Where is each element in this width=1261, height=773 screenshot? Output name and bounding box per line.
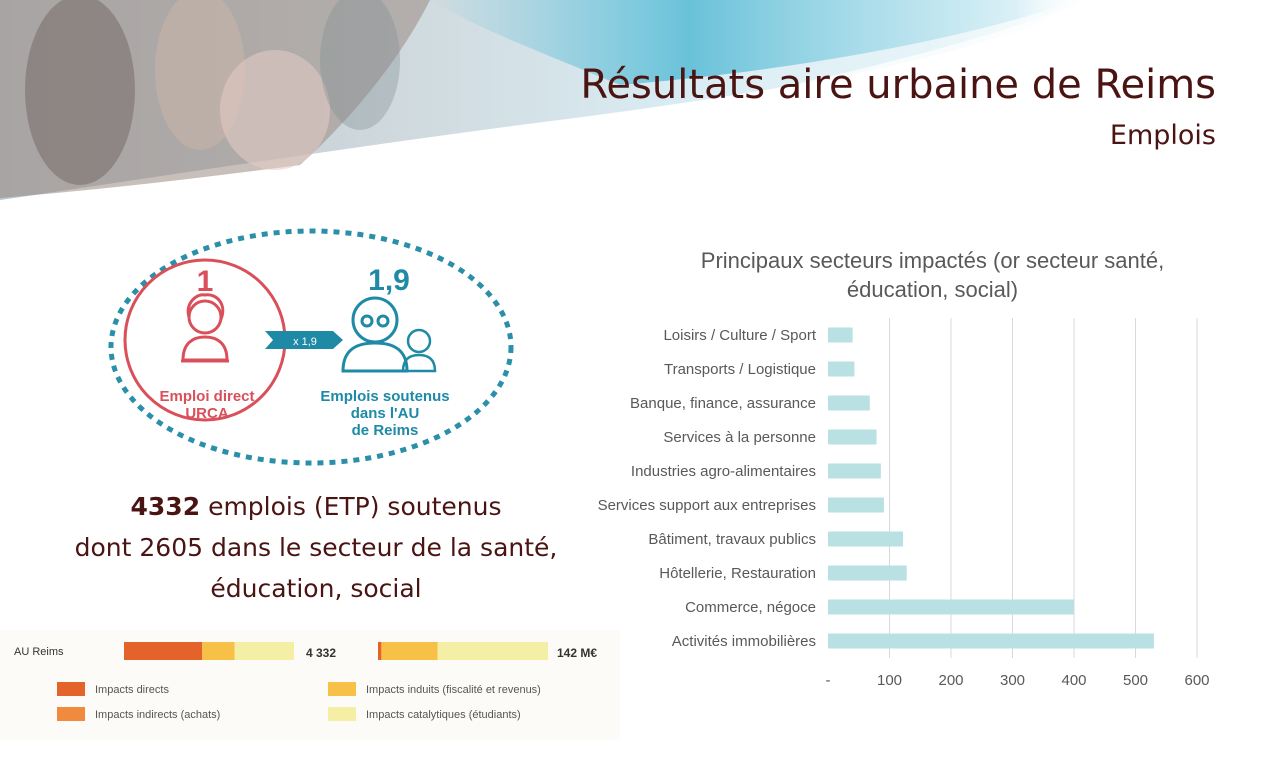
category-label: Activités immobilières — [671, 633, 816, 650]
legend-swatch-induced — [328, 682, 356, 696]
money-total-value: 142 M€ — [557, 646, 598, 660]
x-tick-label: 300 — [999, 672, 1026, 689]
multiplier-label: x 1,9 — [293, 336, 317, 348]
bar — [828, 634, 1154, 649]
legend-label-direct: Impacts directs — [95, 684, 169, 696]
direct-job-label-line1: Emploi direct — [159, 388, 255, 405]
bar — [828, 362, 854, 377]
legend-label-induced: Impacts induits (fiscalité et revenus) — [366, 684, 541, 696]
page-subtitle: Emplois — [1109, 120, 1216, 151]
bar — [828, 464, 881, 479]
legend-label-catalytic: Impacts catalytiques (étudiants) — [366, 709, 521, 721]
x-tick-label: 200 — [938, 672, 964, 689]
bar — [828, 396, 870, 411]
category-label: Banque, finance, assurance — [630, 395, 816, 412]
category-label: Transports / Logistique — [663, 361, 816, 378]
summary-line1-text: emplois (ETP) soutenus — [208, 492, 502, 521]
summary-line2: dont 2605 dans le secteur de la santé, — [74, 533, 558, 562]
impact-row-label: AU Reims — [14, 646, 64, 658]
impact-legend — [0, 630, 620, 740]
category-label: Commerce, négoce — [685, 599, 816, 616]
impact-segment-induced — [381, 642, 437, 660]
category-label: Bâtiment, travaux publics — [648, 531, 816, 548]
jobs-stacked-bar — [124, 642, 294, 660]
impact-segment-direct — [378, 642, 381, 660]
sector-bar-chart — [570, 310, 1230, 695]
summary-line1 — [40, 486, 592, 527]
elderly-person-icon — [343, 298, 407, 371]
x-tick-label: 400 — [1061, 672, 1087, 689]
bar — [828, 498, 884, 513]
jobs-multiplier-infographic — [105, 225, 525, 470]
money-stacked-bar — [378, 642, 548, 660]
supported-jobs-label-line1: Emplois soutenus — [320, 388, 450, 405]
x-tick-label: 100 — [876, 672, 903, 689]
category-label: Services support aux entreprises — [597, 497, 816, 514]
bar — [828, 600, 1074, 615]
summary-total-jobs: 4332 — [130, 492, 201, 521]
x-tick-label: 600 — [1184, 672, 1210, 689]
impact-segment-catalytic — [235, 642, 295, 660]
summary-line3: éducation, social — [210, 574, 422, 603]
direct-job-number: 1 — [196, 265, 214, 298]
bar — [828, 328, 853, 343]
x-tick-label: - — [825, 672, 831, 689]
impact-segment-catalytic — [438, 642, 549, 660]
supported-jobs-number: 1,9 — [368, 264, 410, 297]
chart-title: Principaux secteurs impactés (or secteur santé, éducation, social) — [700, 248, 1165, 302]
legend-swatch-direct — [57, 682, 85, 696]
bar — [828, 566, 907, 581]
page-title: Résultats aire urbaine de Reims — [580, 62, 1216, 108]
impact-segment-induced — [202, 642, 234, 660]
legend-swatch-indirect — [57, 707, 85, 721]
supported-jobs-label-line3: de Reims — [351, 422, 419, 439]
impact-segment-direct — [124, 642, 202, 660]
legend-swatch-catalytic — [328, 707, 356, 721]
bar — [828, 430, 877, 445]
jobs-summary — [40, 486, 592, 609]
direct-job-label-line2: URCA — [185, 405, 229, 422]
x-tick-label: 500 — [1122, 672, 1149, 689]
supported-jobs-label-line2: dans l'AU — [350, 405, 420, 422]
legend-label-indirect: Impacts indirects (achats) — [95, 709, 221, 721]
category-label: Hôtellerie, Restauration — [659, 565, 816, 582]
category-label: Loisirs / Culture / Sport — [663, 327, 816, 344]
category-label: Services à la personne — [663, 429, 816, 446]
category-label: Industries agro-alimentaires — [630, 463, 816, 480]
bar — [828, 532, 903, 547]
jobs-total-value: 4 332 — [306, 646, 337, 660]
